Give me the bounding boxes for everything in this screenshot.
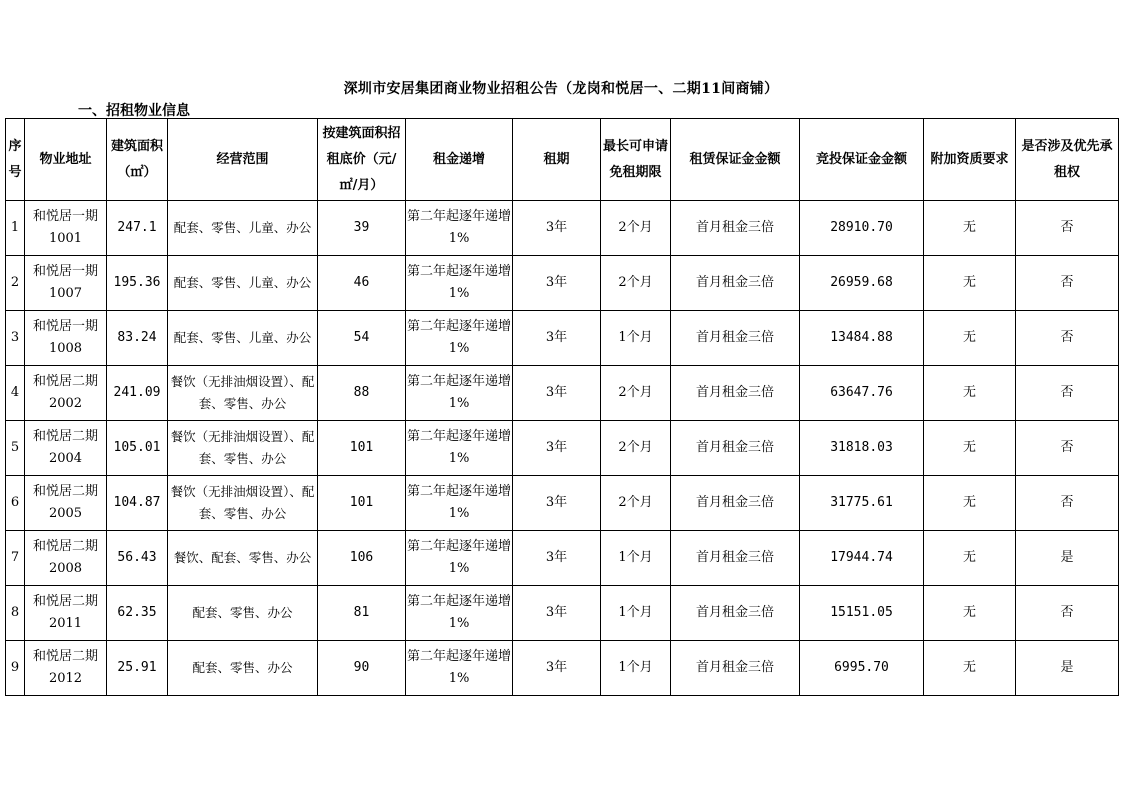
cell-price: 81 — [318, 586, 406, 641]
cell-term: 3年 — [513, 256, 601, 311]
cell-bid-deposit: 26959.68 — [800, 256, 924, 311]
cell-bid-deposit: 17944.74 — [800, 531, 924, 586]
header-priority: 是否涉及优先承租权 — [1016, 119, 1119, 201]
cell-increase: 第二年起逐年递增1% — [406, 531, 513, 586]
cell-scope: 配套、零售、儿童、办公 — [168, 201, 318, 256]
cell-scope: 餐饮（无排油烟设置）、配套、零售、办公 — [168, 366, 318, 421]
property-table — [5, 118, 1119, 696]
cell-seq: 5 — [6, 421, 25, 476]
cell-seq: 1 — [6, 201, 25, 256]
table-row — [6, 641, 1119, 696]
cell-area: 241.09 — [107, 366, 168, 421]
header-scope: 经营范围 — [168, 119, 318, 201]
cell-scope: 餐饮、配套、零售、办公 — [168, 531, 318, 586]
header-base-price: 按建筑面积招租底价（元/㎡/月） — [318, 119, 406, 201]
cell-seq: 3 — [6, 311, 25, 366]
header-bid-deposit: 竞投保证金金额 — [800, 119, 924, 201]
header-address: 物业地址 — [25, 119, 107, 201]
header-free-period: 最长可申请免租期限 — [601, 119, 671, 201]
table-row — [6, 201, 1119, 256]
header-area: 建筑面积（㎡） — [107, 119, 168, 201]
cell-lease-deposit: 首月租金三倍 — [671, 421, 800, 476]
cell-address: 和悦居二期2005 — [25, 476, 107, 531]
cell-address: 和悦居一期1007 — [25, 256, 107, 311]
cell-address: 和悦居二期2008 — [25, 531, 107, 586]
cell-qualification: 无 — [924, 476, 1016, 531]
cell-term: 3年 — [513, 476, 601, 531]
table-row — [6, 531, 1119, 586]
cell-lease-deposit: 首月租金三倍 — [671, 476, 800, 531]
cell-lease-deposit: 首月租金三倍 — [671, 311, 800, 366]
header-qualification: 附加资质要求 — [924, 119, 1016, 201]
cell-qualification: 无 — [924, 311, 1016, 366]
cell-address: 和悦居一期1008 — [25, 311, 107, 366]
cell-free-period: 2个月 — [601, 421, 671, 476]
cell-qualification: 无 — [924, 421, 1016, 476]
cell-bid-deposit: 15151.05 — [800, 586, 924, 641]
cell-qualification: 无 — [924, 586, 1016, 641]
cell-free-period: 1个月 — [601, 641, 671, 696]
cell-area: 62.35 — [107, 586, 168, 641]
cell-seq: 9 — [6, 641, 25, 696]
cell-area: 83.24 — [107, 311, 168, 366]
cell-increase: 第二年起逐年递增1% — [406, 641, 513, 696]
cell-bid-deposit: 6995.70 — [800, 641, 924, 696]
cell-bid-deposit: 31775.61 — [800, 476, 924, 531]
cell-term: 3年 — [513, 421, 601, 476]
cell-term: 3年 — [513, 641, 601, 696]
cell-increase: 第二年起逐年递增1% — [406, 256, 513, 311]
cell-address: 和悦居二期2002 — [25, 366, 107, 421]
cell-address: 和悦居二期2011 — [25, 586, 107, 641]
cell-free-period: 2个月 — [601, 366, 671, 421]
cell-free-period: 2个月 — [601, 201, 671, 256]
cell-lease-deposit: 首月租金三倍 — [671, 531, 800, 586]
cell-priority: 否 — [1016, 366, 1119, 421]
table-row — [6, 421, 1119, 476]
cell-priority: 否 — [1016, 421, 1119, 476]
cell-area: 104.87 — [107, 476, 168, 531]
cell-scope: 配套、零售、儿童、办公 — [168, 256, 318, 311]
cell-qualification: 无 — [924, 201, 1016, 256]
cell-seq: 6 — [6, 476, 25, 531]
cell-area: 56.43 — [107, 531, 168, 586]
cell-price: 88 — [318, 366, 406, 421]
cell-area: 195.36 — [107, 256, 168, 311]
cell-bid-deposit: 28910.70 — [800, 201, 924, 256]
cell-seq: 8 — [6, 586, 25, 641]
table-header-row — [6, 119, 1119, 201]
table-row — [6, 256, 1119, 311]
cell-priority: 是 — [1016, 641, 1119, 696]
cell-priority: 是 — [1016, 531, 1119, 586]
cell-price: 39 — [318, 201, 406, 256]
cell-qualification: 无 — [924, 256, 1016, 311]
cell-address: 和悦居二期2012 — [25, 641, 107, 696]
cell-seq: 7 — [6, 531, 25, 586]
cell-address: 和悦居二期2004 — [25, 421, 107, 476]
cell-free-period: 1个月 — [601, 311, 671, 366]
cell-address: 和悦居一期1001 — [25, 201, 107, 256]
cell-term: 3年 — [513, 311, 601, 366]
header-seq: 序号 — [6, 119, 25, 201]
table-row — [6, 586, 1119, 641]
cell-priority: 否 — [1016, 256, 1119, 311]
cell-price: 101 — [318, 421, 406, 476]
cell-price: 101 — [318, 476, 406, 531]
cell-increase: 第二年起逐年递增1% — [406, 476, 513, 531]
cell-priority: 否 — [1016, 476, 1119, 531]
header-lease-deposit: 租赁保证金金额 — [671, 119, 800, 201]
cell-scope: 配套、零售、办公 — [168, 641, 318, 696]
cell-area: 105.01 — [107, 421, 168, 476]
table-row — [6, 366, 1119, 421]
cell-term: 3年 — [513, 586, 601, 641]
cell-scope: 配套、零售、办公 — [168, 586, 318, 641]
cell-area: 25.91 — [107, 641, 168, 696]
cell-price: 106 — [318, 531, 406, 586]
cell-lease-deposit: 首月租金三倍 — [671, 366, 800, 421]
cell-bid-deposit: 31818.03 — [800, 421, 924, 476]
cell-priority: 否 — [1016, 201, 1119, 256]
cell-lease-deposit: 首月租金三倍 — [671, 586, 800, 641]
cell-lease-deposit: 首月租金三倍 — [671, 201, 800, 256]
cell-scope: 餐饮（无排油烟设置）、配套、零售、办公 — [168, 476, 318, 531]
document-title: 深圳市安居集团商业物业招租公告（龙岗和悦居一、二期11间商铺） — [343, 81, 779, 97]
cell-increase: 第二年起逐年递增1% — [406, 586, 513, 641]
table-row — [6, 476, 1119, 531]
cell-price: 90 — [318, 641, 406, 696]
header-term: 租期 — [513, 119, 601, 201]
table-row — [6, 311, 1119, 366]
cell-free-period: 2个月 — [601, 256, 671, 311]
cell-free-period: 1个月 — [601, 586, 671, 641]
cell-free-period: 1个月 — [601, 531, 671, 586]
cell-increase: 第二年起逐年递增1% — [406, 421, 513, 476]
cell-priority: 否 — [1016, 586, 1119, 641]
cell-scope: 配套、零售、儿童、办公 — [168, 311, 318, 366]
cell-price: 54 — [318, 311, 406, 366]
cell-qualification: 无 — [924, 366, 1016, 421]
cell-increase: 第二年起逐年递增1% — [406, 366, 513, 421]
cell-increase: 第二年起逐年递增1% — [406, 201, 513, 256]
cell-lease-deposit: 首月租金三倍 — [671, 256, 800, 311]
cell-qualification: 无 — [924, 641, 1016, 696]
cell-term: 3年 — [513, 531, 601, 586]
cell-lease-deposit: 首月租金三倍 — [671, 641, 800, 696]
cell-term: 3年 — [513, 201, 601, 256]
cell-bid-deposit: 13484.88 — [800, 311, 924, 366]
cell-scope: 餐饮（无排油烟设置）、配套、零售、办公 — [168, 421, 318, 476]
cell-term: 3年 — [513, 366, 601, 421]
cell-seq: 4 — [6, 366, 25, 421]
cell-seq: 2 — [6, 256, 25, 311]
cell-free-period: 2个月 — [601, 476, 671, 531]
header-increase: 租金递增 — [406, 119, 513, 201]
cell-bid-deposit: 63647.76 — [800, 366, 924, 421]
section-heading: 一、招租物业信息 — [78, 103, 190, 119]
cell-qualification: 无 — [924, 531, 1016, 586]
cell-area: 247.1 — [107, 201, 168, 256]
cell-price: 46 — [318, 256, 406, 311]
cell-priority: 否 — [1016, 311, 1119, 366]
cell-increase: 第二年起逐年递增1% — [406, 311, 513, 366]
